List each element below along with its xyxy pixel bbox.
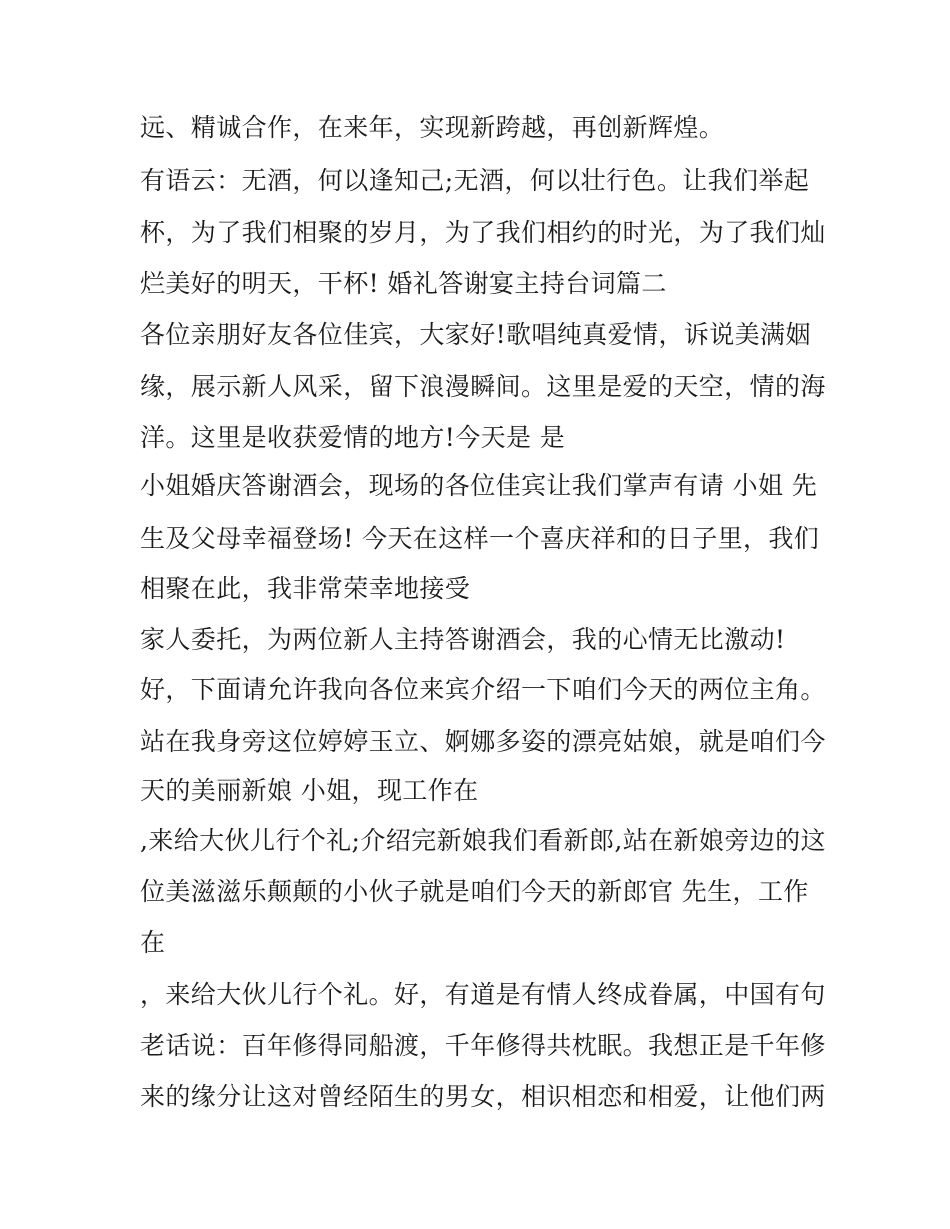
text-line: 老话说：百年修得同船渡，千年修得共枕眠。我想正是千年修	[140, 1031, 826, 1060]
text-line: 位美滋滋乐颠颠的小伙子就是咱们今天的新郎官 先生，工作	[140, 877, 809, 906]
text-line: 小姐婚庆答谢酒会，现场的各位佳宾让我们掌声有请 小姐 先	[140, 471, 818, 500]
text-line: 生及父母幸福登场! 今天在这样一个喜庆祥和的日子里，我们	[140, 524, 820, 553]
text-line: 在	[140, 928, 166, 957]
text-line: ，来给大伙儿行个礼。好，有道是有情人终成眷属，中国有句	[140, 980, 826, 1009]
text-line: 有语云：无酒，何以逢知己;无酒，何以壮行色。让我们举起	[140, 166, 810, 195]
text-line: 站在我身旁这位婷婷玉立、婀娜多姿的漂亮姑娘，就是咱们今	[140, 727, 826, 756]
text-line: 烂美好的明天，干杯! 婚礼答谢宴主持台词篇二	[140, 269, 667, 298]
text-line: 缘，展示新人风采，留下浪漫瞬间。这里是爱的天空，情的海	[140, 372, 826, 401]
text-line: 相聚在此，我非常荣幸地接受	[140, 574, 471, 603]
text-line: 天的美丽新娘 小姐，现工作在	[140, 776, 479, 805]
text-line: 杯，为了我们相聚的岁月，为了我们相约的时光，为了我们灿	[140, 218, 826, 247]
text-line: 来的缘分让这对曾经陌生的男女，相识相恋和相爱，让他们两	[140, 1082, 826, 1111]
text-line: 好，下面请允许我向各位来宾介绍一下咱们今天的两位主角。	[140, 675, 826, 704]
text-line: 远、精诚合作，在来年，实现新跨越，再创新辉煌。	[140, 113, 725, 142]
text-line: 洋。这里是收获爱情的地方!今天是 是	[140, 423, 566, 452]
text-line: 家人委托，为两位新人主持答谢酒会，我的心情无比激动!	[140, 625, 786, 654]
text-line: ,来给大伙儿行个礼;介绍完新娘我们看新郎,站在新娘旁边的这	[140, 826, 826, 855]
text-line: 各位亲朋好友各位佳宾，大家好!歌唱纯真爱情，诉说美满姻	[140, 320, 811, 349]
